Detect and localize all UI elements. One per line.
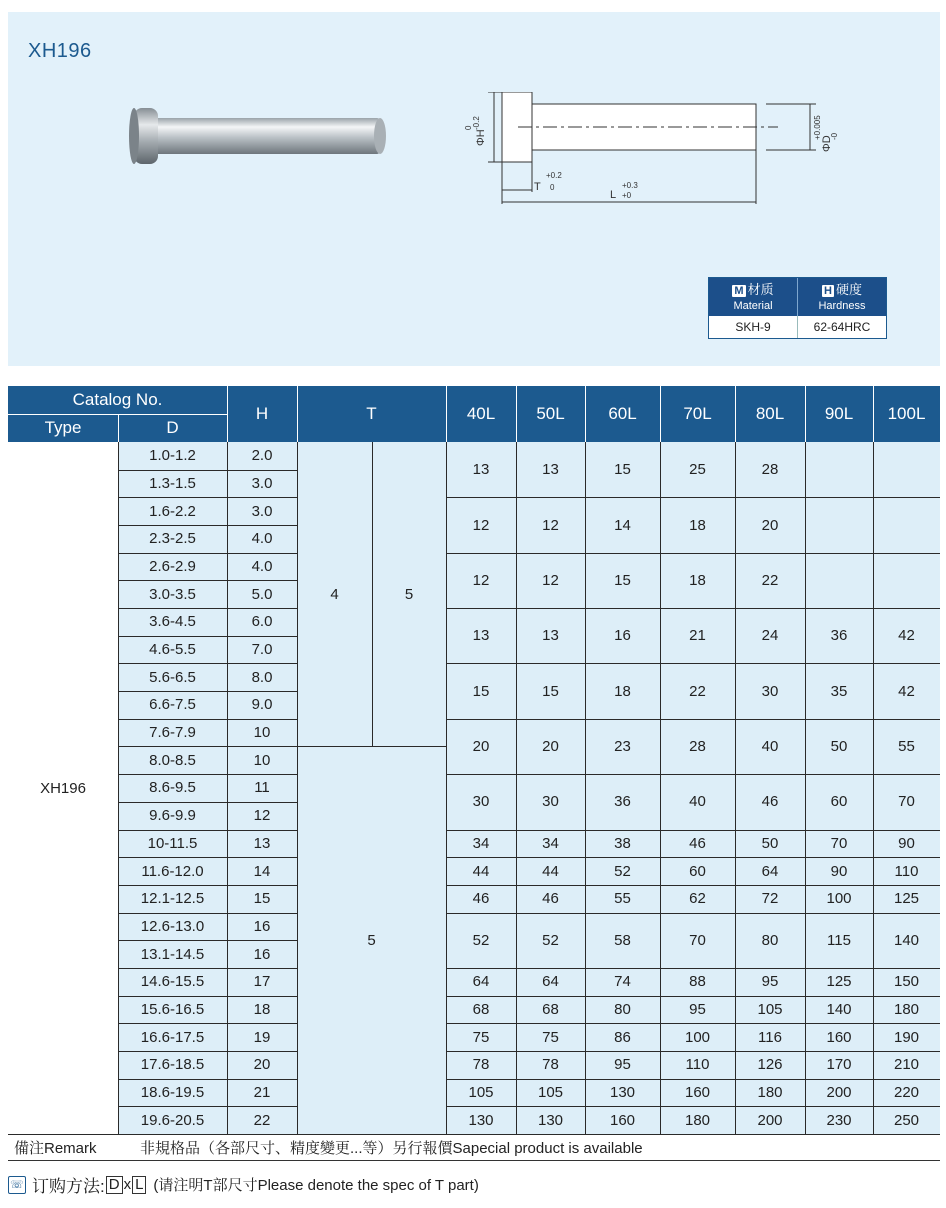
table-length-value: 20 — [542, 737, 559, 755]
table-length-value: 13 — [542, 627, 559, 645]
table-length-value: 75 — [472, 1028, 490, 1046]
table-row-h: 15 — [253, 890, 271, 908]
order-method — [8, 1172, 479, 1197]
material-header — [709, 278, 798, 316]
table-length-value: 80 — [614, 1000, 631, 1018]
table-length-value: 150 — [893, 973, 920, 991]
table-rule — [118, 470, 297, 471]
table-length-value: 160 — [609, 1111, 636, 1129]
table-length-value: 12 — [472, 516, 490, 534]
table-length-value: 14 — [614, 516, 631, 534]
model-title: XH196 — [28, 40, 92, 62]
table-length-value: 44 — [472, 862, 490, 880]
table-rule — [585, 442, 586, 1134]
header-length: 60L — [585, 386, 660, 442]
table-t-value: 5 — [367, 931, 376, 949]
table-row-d: 18.6-19.5 — [140, 1083, 205, 1101]
table-row-h: 4.0 — [251, 558, 273, 576]
table-length-value: 28 — [761, 461, 779, 479]
table-row-d: 4.6-5.5 — [149, 641, 196, 659]
table-length-value: 105 — [468, 1083, 494, 1101]
table-length-value: 95 — [761, 973, 779, 991]
table-length-value: 30 — [542, 793, 559, 811]
table-length-value: 20 — [761, 516, 779, 534]
table-rule — [516, 442, 517, 1134]
table-row-h: 10 — [253, 751, 271, 769]
table-length-value: 110 — [685, 1056, 710, 1074]
table-length-value: 180 — [684, 1111, 711, 1129]
dim-t-label: T — [534, 181, 541, 193]
dim-h-tol-top: 0 — [464, 125, 473, 130]
phone-icon: ☏ — [8, 1176, 26, 1194]
table-length-value: 12 — [472, 571, 490, 589]
table-rule — [446, 913, 940, 914]
product-panel — [8, 12, 940, 366]
table-row-h: 12 — [253, 807, 271, 825]
table-length-value: 68 — [542, 1000, 559, 1018]
table-row-d: 3.0-3.5 — [149, 585, 196, 603]
table-length-value: 105 — [757, 1000, 783, 1018]
table-length-value: 50 — [761, 834, 779, 852]
table-rule — [446, 442, 447, 1134]
table-row-h: 4.0 — [251, 530, 273, 548]
material-en: Material — [733, 300, 773, 312]
table-rule — [118, 442, 119, 1134]
table-length-value: 68 — [472, 1000, 490, 1018]
table-row-h: 20 — [253, 1056, 271, 1074]
table-row-h: 11 — [254, 779, 270, 797]
table-length-value: 210 — [893, 1056, 920, 1074]
remark-row — [8, 1134, 940, 1161]
table-rule — [227, 442, 228, 1134]
hardness-badge: H — [824, 285, 832, 297]
table-rule — [446, 830, 940, 831]
material-cn: 材质 — [747, 282, 774, 297]
table-rule — [118, 885, 297, 886]
table-row-h: 2.0 — [251, 447, 273, 465]
table-row-d: 1.0-1.2 — [149, 447, 196, 465]
table-length-value: 38 — [614, 834, 631, 852]
table-t-value: 4 — [330, 585, 339, 603]
table-rule — [118, 1106, 297, 1107]
table-length-value: 52 — [472, 931, 490, 949]
dim-d-tol-top: +0.005 — [813, 115, 822, 140]
dim-l-label: L — [610, 189, 617, 201]
table-length-value: 50 — [830, 737, 848, 755]
table-rule — [446, 1051, 940, 1052]
table-rule — [805, 386, 806, 442]
table-length-value: 34 — [542, 834, 559, 852]
table-rule — [585, 386, 586, 442]
table-length-value: 105 — [537, 1083, 564, 1101]
table-rule — [372, 442, 373, 746]
table-length-value: 23 — [614, 737, 631, 755]
table-row-h: 3.0 — [251, 502, 273, 520]
table-rule — [118, 663, 297, 664]
table-length-value: 30 — [472, 793, 490, 811]
table-length-value: 18 — [689, 516, 706, 534]
table-length-value: 80 — [761, 931, 779, 949]
table-length-value: 140 — [826, 1000, 852, 1018]
table-row-d: 13.1-14.5 — [140, 945, 205, 963]
table-row-h: 19 — [253, 1028, 271, 1046]
material-value: SKH-9 — [709, 316, 798, 338]
table-length-value: 40 — [761, 737, 779, 755]
table-length-value: 46 — [472, 890, 490, 908]
table-length-value: 60 — [689, 862, 706, 880]
table-row-d: 11.6-12.0 — [141, 862, 204, 880]
order-l-box: L — [132, 1176, 146, 1194]
table-rule — [446, 774, 940, 775]
table-rule — [446, 386, 447, 442]
table-rule — [118, 857, 297, 858]
table-row-h: 13 — [253, 834, 271, 852]
table-length-value: 180 — [893, 1000, 920, 1018]
table-rule — [446, 996, 940, 997]
table-length-value: 12 — [542, 571, 559, 589]
table-rule — [118, 553, 297, 554]
table-length-value: 36 — [830, 627, 848, 645]
table-rule — [660, 386, 661, 442]
table-rule — [297, 746, 446, 747]
table-length-value: 160 — [684, 1083, 711, 1101]
table-length-value: 90 — [898, 834, 915, 852]
table-length-value: 95 — [689, 1000, 706, 1018]
table-row-h: 18 — [253, 1000, 271, 1018]
table-length-value: 130 — [468, 1111, 494, 1129]
spec-table — [8, 386, 940, 1134]
table-length-value: 22 — [689, 682, 706, 700]
table-length-value: 16 — [614, 627, 631, 645]
table-row-d: 6.6-7.5 — [149, 696, 196, 714]
table-rule — [118, 1079, 297, 1080]
table-length-value: 78 — [472, 1056, 490, 1074]
type-cell: XH196 — [40, 779, 86, 797]
table-length-value: 125 — [826, 973, 852, 991]
table-length-value: 64 — [542, 973, 559, 991]
table-length-value: 70 — [689, 931, 706, 949]
table-length-value: 70 — [830, 834, 848, 852]
table-row-d: 17.6-18.5 — [140, 1056, 205, 1074]
table-row-h: 16 — [253, 945, 271, 963]
table-length-value: 60 — [830, 793, 848, 811]
table-rule — [735, 386, 736, 442]
table-length-value: 200 — [826, 1083, 852, 1101]
table-rule — [873, 442, 874, 1134]
header-d: D — [118, 414, 227, 442]
material-badge: M — [734, 285, 744, 297]
table-length-value: 15 — [472, 682, 490, 700]
header-t: T — [297, 386, 446, 442]
table-length-value: 28 — [689, 737, 706, 755]
table-length-value: 25 — [689, 461, 706, 479]
table-rule — [118, 580, 297, 581]
table-length-value: 230 — [826, 1111, 852, 1129]
header-h: H — [227, 386, 297, 442]
header-length: 90L — [805, 386, 873, 442]
table-length-value: 55 — [614, 890, 631, 908]
table-row-h: 17 — [253, 973, 271, 991]
table-length-value: 75 — [542, 1028, 559, 1046]
table-length-value — [873, 442, 940, 497]
table-row-h: 22 — [253, 1111, 271, 1129]
table-row-d: 8.6-9.5 — [149, 779, 196, 797]
table-row-d: 1.6-2.2 — [149, 502, 196, 520]
header-length: 100L — [873, 386, 940, 442]
table-rule — [805, 442, 806, 1134]
hardness-header — [798, 278, 886, 316]
table-length-value: 170 — [826, 1056, 852, 1074]
table-rule — [118, 1023, 297, 1024]
table-rule — [118, 497, 297, 498]
table-length-value: 22 — [761, 571, 779, 589]
table-rule — [446, 857, 940, 858]
table-length-value: 13 — [472, 461, 490, 479]
table-row-d: 3.6-4.5 — [149, 613, 196, 631]
table-row-d: 2.6-2.9 — [149, 558, 196, 576]
table-length-value — [873, 497, 940, 552]
table-length-value: 110 — [894, 862, 919, 880]
table-length-value: 55 — [898, 737, 915, 755]
table-length-value: 100 — [684, 1028, 711, 1046]
table-length-value: 13 — [542, 461, 559, 479]
table-rule — [118, 968, 297, 969]
technical-drawing — [448, 92, 848, 212]
table-row-h: 9.0 — [251, 696, 273, 714]
dim-l-tol-bottom: +0 — [622, 191, 632, 200]
table-length-value — [873, 553, 940, 608]
remark-text: 非規格品（各部尺寸、精度變更...等）另行報價Sapecial product is available — [140, 1139, 643, 1157]
table-length-value: 58 — [614, 931, 631, 949]
table-length-value: 72 — [761, 890, 779, 908]
table-length-value: 42 — [898, 627, 915, 645]
table-rule — [446, 885, 940, 886]
table-row-d: 12.6-13.0 — [140, 917, 205, 935]
table-length-value: 52 — [542, 931, 559, 949]
table-rule — [446, 968, 940, 969]
table-length-value: 46 — [542, 890, 559, 908]
table-length-value: 12 — [542, 516, 559, 534]
table-rule — [446, 1079, 940, 1080]
hardness-cn: 硬度 — [835, 282, 862, 297]
table-rule — [446, 1023, 940, 1024]
header-length: 70L — [660, 386, 735, 442]
order-d-box: D — [106, 1176, 123, 1194]
table-length-value: 250 — [893, 1111, 920, 1129]
table-row-h: 10 — [253, 724, 271, 742]
order-label: 订购方法: — [32, 1177, 105, 1196]
table-length-value: 70 — [898, 793, 915, 811]
dim-t-tol-bottom: 0 — [550, 183, 555, 192]
table-row-d: 2.3-2.5 — [149, 530, 196, 548]
table-row-h: 21 — [253, 1083, 271, 1101]
table-length-value: 125 — [893, 890, 920, 908]
table-row-h: 5.0 — [251, 585, 273, 603]
table-row-d: 10-11.5 — [147, 834, 198, 852]
table-length-value: 46 — [689, 834, 706, 852]
table-row-d: 8.0-8.5 — [149, 751, 196, 769]
header-catalog: Catalog No. — [8, 386, 227, 414]
table-length-value: 15 — [542, 682, 559, 700]
table-length-value: 52 — [614, 862, 631, 880]
table-length-value: 74 — [614, 973, 631, 991]
table-rule — [516, 386, 517, 442]
table-length-value: 190 — [893, 1028, 920, 1046]
table-row-d: 7.6-7.9 — [149, 724, 196, 742]
table-length-value: 18 — [689, 571, 706, 589]
table-length-value: 90 — [830, 862, 848, 880]
table-length-value: 30 — [761, 682, 779, 700]
table-length-value — [805, 497, 873, 552]
table-length-value: 116 — [758, 1028, 782, 1046]
table-length-value: 220 — [893, 1083, 920, 1101]
table-rule — [118, 746, 297, 747]
table-rule — [660, 442, 661, 1134]
table-length-value: 20 — [472, 737, 490, 755]
table-rule — [118, 608, 297, 609]
table-row-d: 1.3-1.5 — [149, 475, 196, 492]
table-length-value: 130 — [537, 1111, 564, 1129]
table-length-value: 18 — [614, 682, 631, 700]
table-rule — [446, 719, 940, 720]
dim-h-tol-bottom: -0.2 — [472, 116, 481, 130]
table-rule — [118, 525, 297, 526]
table-row-d: 15.6-16.5 — [140, 1000, 205, 1018]
table-rule — [735, 442, 736, 1134]
table-rule — [446, 497, 940, 498]
table-length-value: 15 — [614, 461, 631, 479]
header-length: 50L — [516, 386, 585, 442]
table-length-value: 64 — [472, 973, 490, 991]
table-length-value: 115 — [827, 931, 851, 949]
table-rule — [873, 386, 874, 442]
order-note: (请注明T部尺寸Please denote the spec of T part) — [153, 1177, 479, 1194]
table-row-h: 16 — [253, 917, 271, 935]
table-length-value: 86 — [614, 1028, 631, 1046]
table-length-value: 46 — [761, 793, 779, 811]
table-row-d: 9.6-9.9 — [149, 807, 196, 825]
table-length-value: 36 — [614, 793, 631, 811]
table-row-h: 8.0 — [251, 668, 273, 686]
table-row-d: 5.6-6.5 — [149, 668, 196, 686]
table-length-value: 180 — [757, 1083, 783, 1101]
dim-d-tol-bottom: -0 — [830, 132, 839, 140]
table-rule — [118, 636, 297, 637]
table-length-value: 200 — [757, 1111, 783, 1129]
table-row-d: 16.6-17.5 — [140, 1028, 205, 1046]
dim-t-tol-top: +0.2 — [546, 171, 562, 180]
table-length-value: 100 — [826, 890, 852, 908]
table-length-value: 88 — [689, 973, 706, 991]
table-length-value: 42 — [898, 682, 915, 700]
table-length-value: 126 — [757, 1056, 783, 1074]
table-length-value: 13 — [472, 627, 490, 645]
table-length-value: 78 — [542, 1056, 559, 1074]
table-row-h: 3.0 — [251, 475, 273, 492]
table-row-h: 14 — [253, 862, 271, 880]
table-length-value: 15 — [614, 571, 631, 589]
table-rule — [446, 1106, 940, 1107]
table-length-value: 24 — [761, 627, 779, 645]
table-rule — [446, 608, 940, 609]
table-length-value: 21 — [689, 627, 706, 645]
header-type: Type — [8, 414, 118, 442]
table-rule — [118, 913, 297, 914]
ejector-pin-photo — [120, 100, 400, 180]
dim-h-label: ΦH — [475, 129, 487, 146]
table-rule — [118, 414, 119, 442]
dim-d-label: ΦD — [821, 135, 833, 152]
table-length-value — [805, 442, 873, 497]
table-length-value: 40 — [689, 793, 706, 811]
table-rule — [118, 940, 297, 941]
table-row-d: 12.1-12.5 — [140, 890, 205, 908]
remark-label: 備注Remark — [14, 1139, 97, 1157]
table-length-value — [805, 553, 873, 608]
table-rule — [446, 663, 940, 664]
table-length-value: 140 — [893, 931, 920, 949]
table-row-h: 7.0 — [251, 641, 273, 659]
table-length-value: 34 — [472, 834, 490, 852]
dim-l-tol-top: +0.3 — [622, 181, 638, 190]
table-rule — [118, 802, 297, 803]
table-rule — [446, 553, 940, 554]
table-rule — [118, 996, 297, 997]
table-length-value: 130 — [609, 1083, 636, 1101]
table-rule — [118, 830, 297, 831]
table-rule — [227, 386, 228, 442]
table-rule — [118, 774, 297, 775]
table-length-value: 62 — [689, 890, 706, 908]
hardness-value: 62-64HRC — [813, 320, 871, 334]
table-t-value: 5 — [404, 585, 414, 603]
hardness-en: Hardness — [818, 300, 866, 312]
spec-card — [708, 277, 887, 339]
header-length: 40L — [446, 386, 516, 442]
table-rule — [297, 386, 298, 442]
table-row-d: 14.6-15.5 — [140, 973, 205, 991]
header-length: 80L — [735, 386, 805, 442]
table-length-value: 160 — [826, 1028, 852, 1046]
table-row-d: 19.6-20.5 — [140, 1111, 205, 1129]
table-rule — [297, 442, 298, 1134]
table-rule — [118, 719, 297, 720]
table-length-value: 35 — [830, 682, 848, 700]
table-row-h: 6.0 — [251, 613, 273, 631]
order-x: x — [123, 1176, 132, 1193]
table-rule — [118, 691, 297, 692]
table-length-value: 44 — [542, 862, 559, 880]
table-length-value: 64 — [761, 862, 779, 880]
table-rule — [118, 1051, 297, 1052]
table-length-value: 95 — [614, 1056, 631, 1074]
